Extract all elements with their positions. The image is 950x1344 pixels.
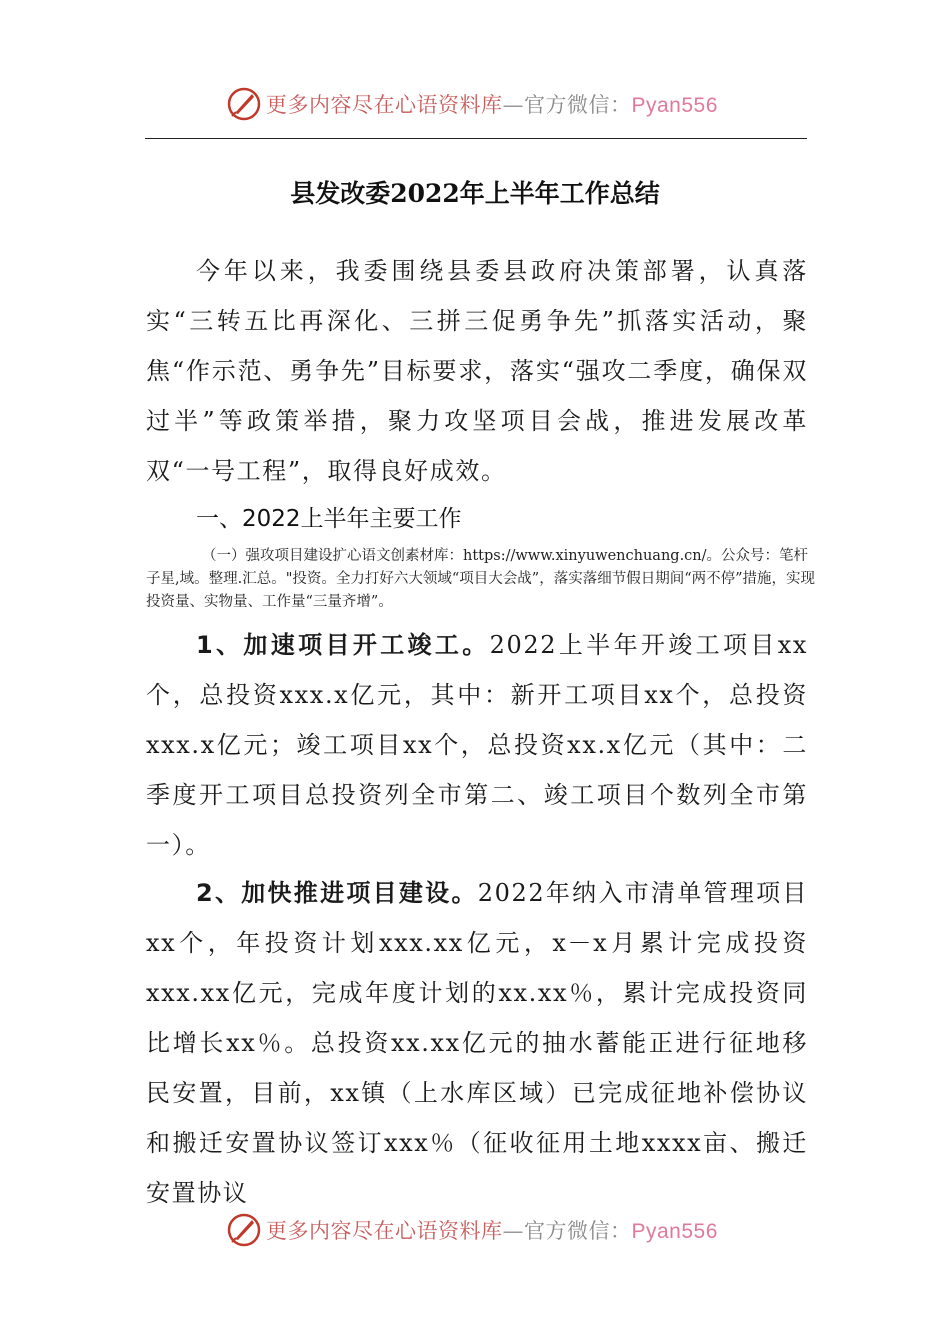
banner-separator: — — [502, 93, 524, 117]
banner-text — [266, 89, 718, 119]
quill-logo-icon — [226, 86, 262, 122]
item2-label: 2、加快推进项目建设。 — [196, 879, 478, 907]
banner-wechat-id: Pyan556 — [631, 94, 718, 117]
item2-text: 2022年纳入市清单管理项目xx个，年投资计划xxx.xx亿元，x－x月累计完成投资xxx.xx亿元，完成年度计划的xx.xx％，累计完成投资同比增长xx％。总投资xx.xx亿元的抽水蓄能正进行征地移民安置，目前，xx镇（上水库区域）已完成征地补偿协议和搬迁安置协议签订xxx％（征收征用土地xxxx亩、搬迁安置协议 — [146, 879, 808, 1207]
banner-wechat-label: 官方微信： — [524, 1219, 632, 1243]
subsection1-note-text: （一）强攻项目建设扩心语文创素材库：https://www.xinyuwenchuang.cn/。公众号：笔杆子星,域。整理.汇总。"投资。全力打好六大领域“项目大会战”，落实落细节假日期间“两不停”措施，实现投资量、实物量、工作量“三量齐增”。 — [146, 548, 816, 610]
section1-heading: 一、2022上半年主要工作 — [196, 506, 462, 532]
intro-paragraph: 今年以来，我委围绕县委县政府决策部署，认真落实“三转五比再深化、三拼三促勇争先”抓落实活动，聚焦“作示范、勇争先”目标要求，落实“强攻二季度，确保双过半”等政策举措，聚力攻坚项目会战，推进发展改革双“一号工程”，取得良好成效。 — [146, 257, 808, 485]
item1-label: 1、加速项目开工竣工。 — [196, 631, 490, 659]
subsection1-note — [146, 545, 816, 614]
footer-banner — [226, 1210, 718, 1250]
item1-paragraph — [146, 620, 808, 870]
banner-brand: 更多内容尽在心语资料库 — [266, 93, 503, 117]
quill-logo-icon — [226, 1212, 262, 1248]
banner-wechat-label: 官方微信： — [524, 93, 632, 117]
header-rule — [145, 138, 807, 139]
item2-paragraph — [146, 868, 808, 1218]
banner-text — [266, 1215, 718, 1245]
document-title: 县发改委2022年上半年工作总结 — [290, 179, 660, 208]
item1-text: 2022上半年开竣工项目xx个，总投资xxx.x亿元，其中：新开工项目xx个，总投资xxx.x亿元；竣工项目xx个，总投资xx.x亿元（其中：二季度开工项目总投资列全市第二、竣工项目个数列全市第一）。 — [146, 631, 808, 859]
banner-separator: — — [502, 1219, 524, 1243]
header-banner — [226, 84, 718, 124]
banner-wechat-id: Pyan556 — [631, 1220, 718, 1243]
banner-brand: 更多内容尽在心语资料库 — [266, 1219, 503, 1243]
